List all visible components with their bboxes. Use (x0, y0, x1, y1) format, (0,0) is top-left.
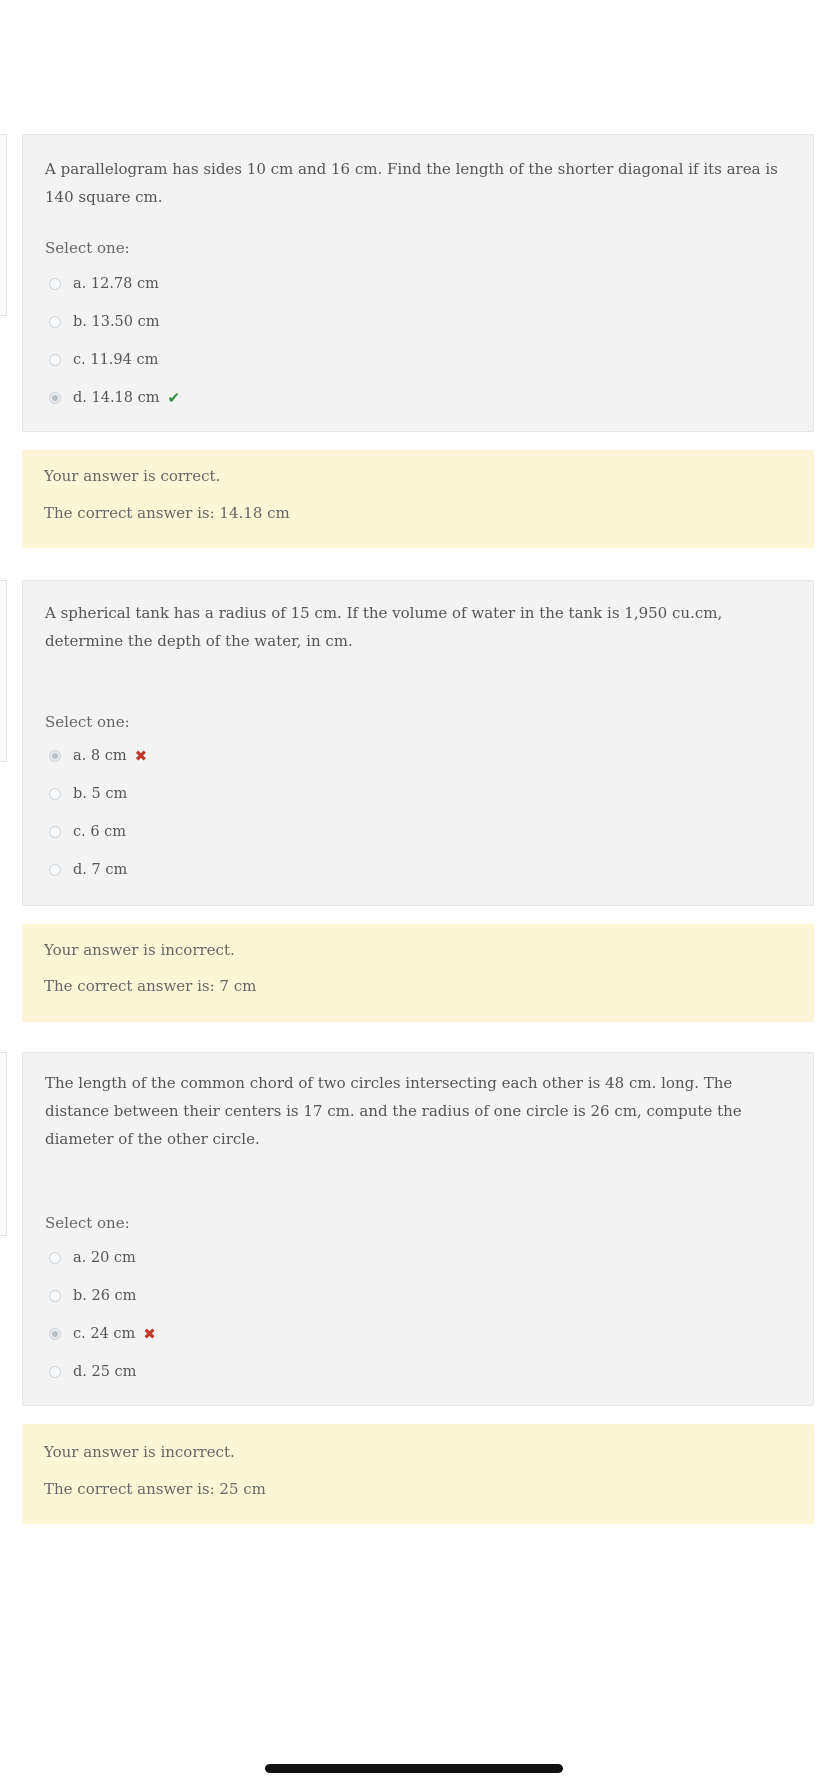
feedback-status: Your answer is correct. (44, 467, 221, 485)
option-label: b. 13.50 cm (73, 314, 160, 330)
option-c[interactable] (49, 813, 147, 851)
option-label: d. 7 cm (73, 862, 128, 878)
radio-button-selected[interactable] (49, 750, 61, 762)
radio-button[interactable] (49, 788, 61, 800)
question-card (22, 134, 814, 432)
question-text: The length of the common chord of two circles intersecting each other is 48 cm. long. The distance between their centers is 17 cm. and the radius of one circle is 26 cm, compute the diameter of the other circle. (45, 1074, 742, 1148)
option-c[interactable] (49, 1315, 156, 1353)
option-label: c. 6 cm (73, 824, 127, 840)
answer-options (49, 265, 180, 417)
option-label: c. 24 cm (73, 1326, 136, 1342)
cross-icon: ✖ (134, 747, 148, 765)
option-d[interactable] (49, 851, 147, 889)
question-text: A spherical tank has a radius of 15 cm. If the volume of water in the tank is 1,950 cu.cm, determine the depth of the water, in cm. (45, 604, 723, 650)
radio-button-selected[interactable] (49, 1328, 61, 1340)
question-text: A parallelogram has sides 10 cm and 16 cm. Find the length of the shorter diagonal if its area is 140 square cm. (45, 160, 778, 206)
question-nav-stub (0, 1052, 7, 1236)
option-a[interactable] (49, 1239, 156, 1277)
cross-icon: ✖ (143, 1325, 156, 1343)
option-a[interactable] (49, 737, 147, 775)
option-d[interactable] (49, 379, 180, 417)
question-nav-stub (0, 580, 7, 762)
select-one-label: Select one: (45, 713, 130, 731)
option-c[interactable] (49, 341, 180, 379)
feedback-box (22, 1424, 814, 1524)
question-card (22, 580, 814, 906)
radio-button[interactable] (49, 316, 61, 328)
question-card (22, 1052, 814, 1406)
option-label: a. 12.78 cm (73, 276, 159, 292)
option-b[interactable] (49, 775, 147, 813)
feedback-box (22, 924, 814, 1022)
feedback-correct-answer: The correct answer is: 25 cm (44, 1480, 266, 1498)
feedback-status: Your answer is incorrect. (44, 941, 235, 959)
radio-button[interactable] (49, 1290, 61, 1302)
option-label: a. 8 cm (73, 748, 127, 764)
check-icon: ✔ (167, 389, 181, 407)
home-indicator[interactable] (265, 1764, 563, 1773)
select-one-label: Select one: (45, 1214, 130, 1232)
answer-options (49, 1239, 156, 1391)
radio-button[interactable] (49, 1252, 61, 1264)
radio-button[interactable] (49, 1366, 61, 1378)
answer-options (49, 737, 147, 889)
radio-button[interactable] (49, 278, 61, 290)
feedback-correct-answer: The correct answer is: 14.18 cm (44, 504, 290, 522)
select-one-label: Select one: (45, 239, 130, 257)
feedback-status: Your answer is incorrect. (44, 1443, 235, 1461)
option-d[interactable] (49, 1353, 156, 1391)
radio-button[interactable] (49, 354, 61, 366)
option-label: a. 20 cm (73, 1250, 136, 1266)
option-a[interactable] (49, 265, 180, 303)
option-label: b. 5 cm (73, 786, 128, 802)
option-label: d. 14.18 cm (73, 390, 160, 406)
option-label: c. 11.94 cm (73, 352, 159, 368)
feedback-box (22, 450, 814, 548)
option-b[interactable] (49, 1277, 156, 1315)
option-label: d. 25 cm (73, 1364, 137, 1380)
option-b[interactable] (49, 303, 180, 341)
option-label: b. 26 cm (73, 1288, 137, 1304)
radio-button[interactable] (49, 826, 61, 838)
radio-button[interactable] (49, 864, 61, 876)
question-nav-stub (0, 134, 7, 316)
feedback-correct-answer: The correct answer is: 7 cm (44, 977, 257, 995)
radio-button-selected[interactable] (49, 392, 61, 404)
